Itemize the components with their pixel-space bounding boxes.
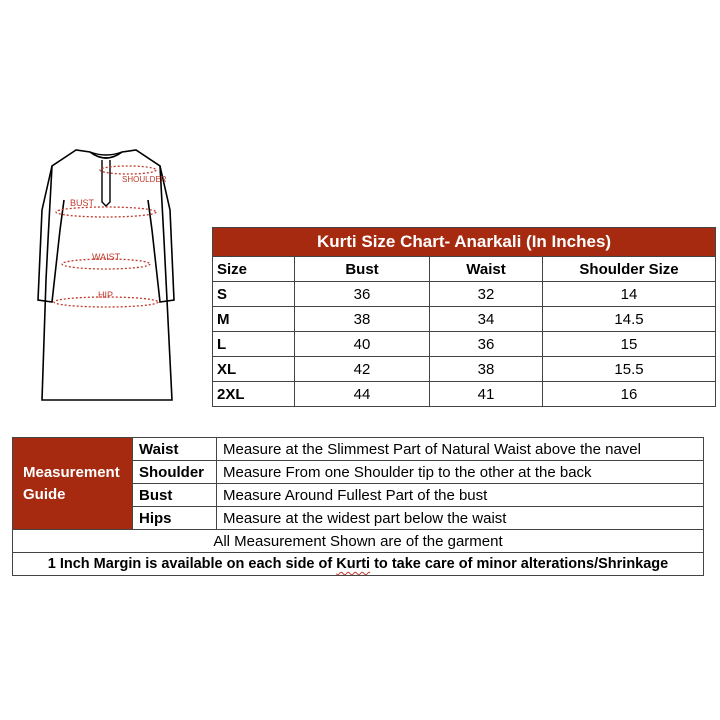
waist-cell: 41	[430, 382, 543, 407]
garment-note: All Measurement Shown are of the garment	[13, 530, 704, 553]
guide-description: Measure at the Slimmest Part of Natural Waist above the navel	[217, 438, 704, 461]
margin-note	[13, 553, 704, 576]
size-cell: L	[213, 332, 295, 357]
waist-cell: 32	[430, 282, 543, 307]
bust-cell: 44	[295, 382, 430, 407]
table-row	[213, 382, 716, 407]
size-cell: 2XL	[213, 382, 295, 407]
waist-label: WAIST	[92, 252, 121, 262]
kurti-outline	[42, 150, 172, 400]
guide-heading-line1: Measurement	[23, 463, 120, 481]
margin-note-post: to take care of minor alterations/Shrinkage	[370, 556, 669, 572]
table-row	[213, 307, 716, 332]
guide-term: Bust	[133, 484, 217, 507]
waist-cell: 36	[430, 332, 543, 357]
waist-cell: 34	[430, 307, 543, 332]
bust-cell: 40	[295, 332, 430, 357]
bust-cell: 42	[295, 357, 430, 382]
header-bust: Bust	[295, 257, 430, 282]
guide-description: Measure From one Shoulder tip to the other at the back	[217, 461, 704, 484]
waist-cell: 38	[430, 357, 543, 382]
guide-term: Shoulder	[133, 461, 217, 484]
size-chart-header-row	[213, 257, 716, 282]
guide-description: Measure Around Fullest Part of the bust	[217, 484, 704, 507]
guide-term: Hips	[133, 507, 217, 530]
measurement-guide-heading	[13, 438, 133, 530]
header-shoulder: Shoulder Size	[543, 257, 716, 282]
table-row	[213, 332, 716, 357]
size-chart-title	[213, 228, 716, 257]
header-waist: Waist	[430, 257, 543, 282]
margin-note-word: Kurti	[336, 556, 371, 572]
header-size: Size	[213, 257, 295, 282]
shoulder-cell: 15	[543, 332, 716, 357]
bust-cell: 36	[295, 282, 430, 307]
size-chart-title-text: Kurti Size Chart- Anarkali (In Inches)	[316, 232, 612, 251]
shoulder-cell: 14.5	[543, 307, 716, 332]
shoulder-cell: 14	[543, 282, 716, 307]
measurement-guide-table	[12, 437, 704, 576]
bust-cell: 38	[295, 307, 430, 332]
table-row	[213, 357, 716, 382]
table-row	[213, 282, 716, 307]
guide-term: Waist	[133, 438, 217, 461]
guide-margin-row	[13, 553, 704, 576]
margin-note-pre: 1 Inch Margin is available on each side of	[47, 556, 337, 572]
shoulder-cell: 15.5	[543, 357, 716, 382]
kurti-illustration	[30, 130, 180, 410]
bust-label: BUST	[70, 198, 95, 208]
size-cell: M	[213, 307, 295, 332]
guide-heading-line2: Guide	[23, 485, 66, 503]
guide-row	[13, 438, 704, 461]
size-cell: XL	[213, 357, 295, 382]
shoulder-cell: 16	[543, 382, 716, 407]
shoulder-label: SHOULDER	[122, 175, 167, 184]
size-chart-table	[212, 227, 716, 407]
size-cell: S	[213, 282, 295, 307]
guide-note-row	[13, 530, 704, 553]
guide-description: Measure at the widest part below the waist	[217, 507, 704, 530]
hip-label: HIP	[98, 290, 114, 300]
